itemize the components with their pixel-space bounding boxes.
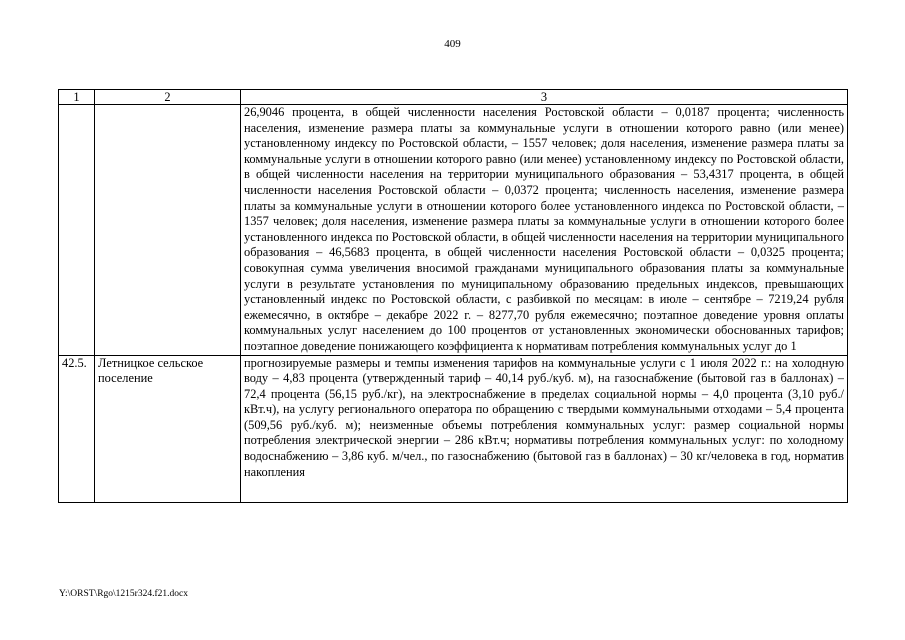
row-description: [241, 355, 848, 502]
row-municipality: Летницкое сельское поселение: [95, 355, 241, 502]
row-description-text: прогнозируемые размеры и темпы изменения тарифов на коммунальные услуги с 1 июля 2022 г.: на холодную воду – 4,83 процента (утвержденный тариф – 40,14 руб./куб. м), на газоснабжение (бытовой газ в баллонах) – 72,4 процента (56,15 руб./кг), на электроснабжение в пределах социальной нормы – 4,0 процента (3,10 руб./кВт.ч), на услугу регионального оператора по обращению с твердыми коммунальными отходами – 5,4 процента (509,56 руб./куб. м); неизменные объемы потребления коммунальных услуг: размер социальной нормы потребления электрической энергии – 286 кВт.ч; нормативы потребления коммунальных услуг: по холодному водоснабжению – 3,86 куб. м/чел., по газоснабжению (бытовой газ в баллонах) – 30 кг/человека в год, норматив накопления: [244, 355, 844, 479]
page-number: 409: [444, 38, 461, 50]
row-number: 42.5.: [59, 355, 95, 502]
file-path: Y:\ORST\Rgo\1215r324.f21.docx: [59, 589, 188, 599]
row-description: 26,9046 процента, в общей численности населения Ростовской области – 0,0187 процента; численность населения, изменение размера платы за коммунальные услуги в отношении которого равно (или менее) установленному индексу по Ростовской области, – 1557 человек; доля населения, изменение размера платы за коммунальные услуги в отношении которого равно (или менее) установленному индексу по Ростовской области, в общей численности населения на территории муниципального образования – 53,4317 процента, в общей численности населения Ростовской области – 0,0372 процента; численность населения, изменение размера платы за коммунальные услуги в отношении которого более установленного индекса по Ростовской области, – 1357 человек; доля населения, изменение размера платы за коммунальные услуги в отношении которого более установленного индекса по Ростовской области, в общей численности населения на территории муниципального образования – 46,5683 процента, в общей численности населения Ростовской области – 0,0325 процента; совокупная сумма увеличения вносимой гражданами муниципального образования платы за коммунальные услуги в результате установления по муниципальному образованию предельных индексов, превышающих установленный индекс по Ростовской области, с разбивкой по месяцам: в июле – сентябре – 7219,24 рубля ежемесячно, в октябре – декабре 2022 г. – 8277,70 рубля ежемесячно; поэтапное доведение уровня оплаты коммунальных услуг населением до 100 процентов от установленных экономически обоснованных тарифов; поэтапное доведение понижающего коэффициента к нормативам потребления коммунальных услуг до 1: [241, 105, 848, 356]
header-col-2: 2: [95, 90, 241, 105]
row-number: [59, 105, 95, 356]
header-col-1: 1: [59, 90, 95, 105]
header-col-3: 3: [241, 90, 848, 105]
table-row: [59, 105, 848, 356]
table-header-row: [59, 90, 848, 105]
document-table: [58, 89, 848, 503]
row-municipality: [95, 105, 241, 356]
table-row: [59, 355, 848, 502]
